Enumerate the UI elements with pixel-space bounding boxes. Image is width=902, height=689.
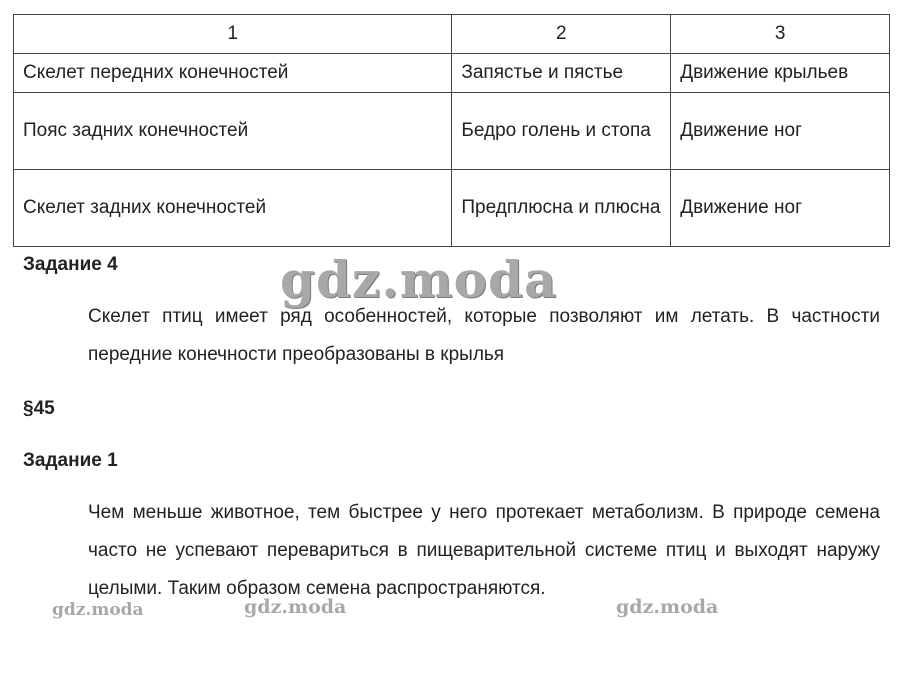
table-header-cell: 3 [671,15,890,54]
table-row [14,170,890,247]
task4-text: Скелет птиц имеет ряд особенностей, которые позволяют им летать. В частности передние конечности преобразованы в крылья [88,306,880,365]
watermark-logo: gdz.moda [280,250,558,309]
table-header-cell: 1 [14,15,452,54]
table-cell: Движение ног [671,170,890,247]
table-cell: Запястье и пястье [452,54,671,93]
watermark-logo: gdz.moda [616,596,719,618]
table-header-cell: 2 [452,15,671,54]
table-cell: Скелет передних конечностей [14,54,452,93]
task4-heading: Задание 4 [23,254,118,275]
table-row [14,54,890,93]
table-row [14,93,890,170]
table-cell: Пояс задних конечностей [14,93,452,170]
answer-table [13,14,890,247]
watermark-logo: gdz.moda [244,596,347,618]
table-header-row [14,15,890,54]
table-cell: Бедро голень и стопа [452,93,671,170]
task1-text: Чем меньше животное, тем быстрее у него протекает метаболизм. В природе семена часто не успевают перевариться в пищеварительной системе птиц и выходят наружу целыми. Таким образом семена распространяются. [88,502,880,599]
section-number: §45 [23,398,55,419]
table-cell: Движение крыльев [671,54,890,93]
table-cell: Предплюсна и плюсна [452,170,671,247]
table-cell: Движение ног [671,93,890,170]
task1-heading: Задание 1 [23,450,118,471]
watermark-logo: gdz.moda [52,600,144,620]
table-cell: Скелет задних конечностей [14,170,452,247]
